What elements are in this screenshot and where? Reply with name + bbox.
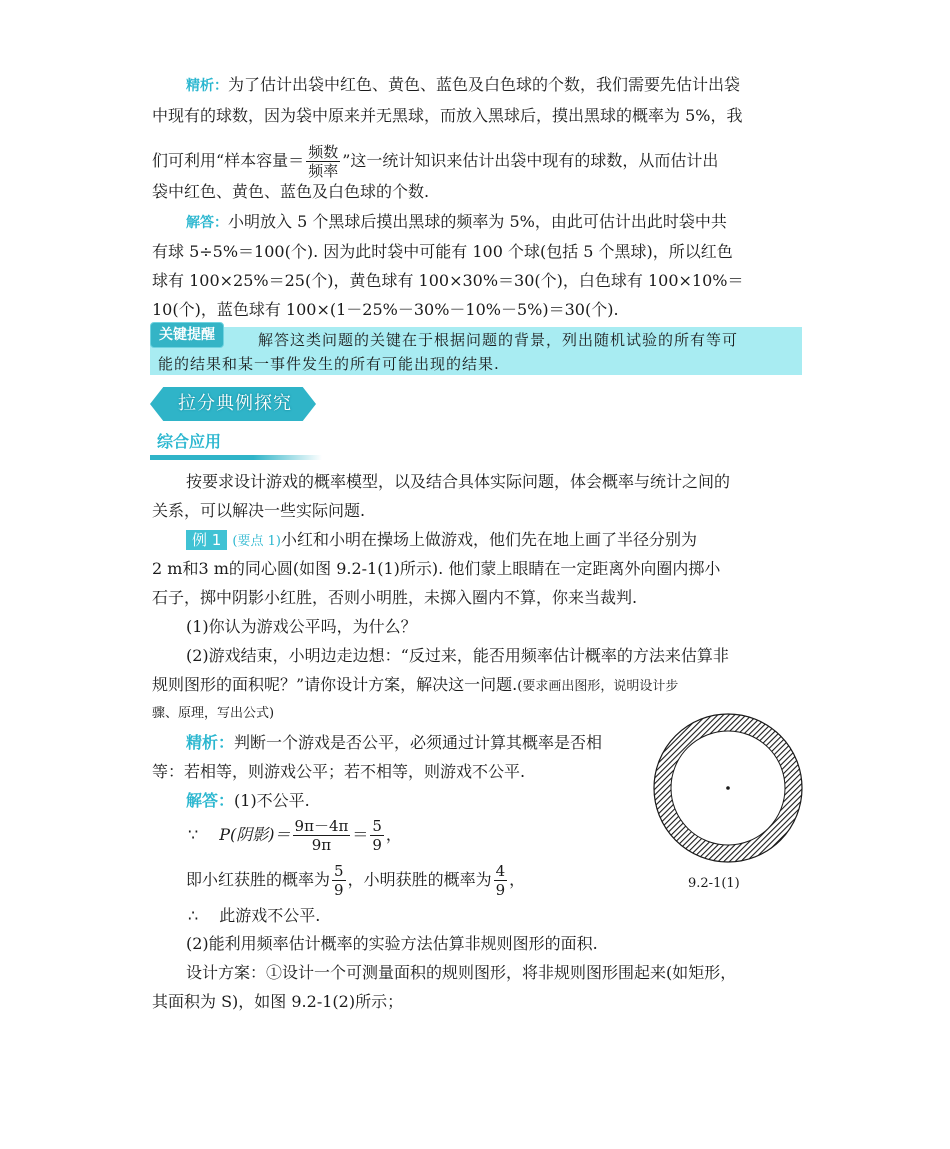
- answer-paragraph-1-line-4: 10(个)，蓝色球有 100×(1－25%－30%－10%－5%)＝30(个).: [152, 300, 619, 319]
- text: ，: [509, 870, 526, 889]
- fraction: [293, 817, 351, 854]
- winning-probabilities: [186, 858, 525, 902]
- fraction: [370, 817, 384, 854]
- text: 规则图形的面积呢？”请你设计方案，解决这一问题.: [152, 675, 518, 694]
- conclusion-line: [188, 904, 320, 928]
- answer-label: 解答：: [186, 791, 235, 810]
- text: 判断一个游戏是否公平，必须通过计算其概率是否相: [234, 733, 603, 752]
- key-reminder-line-1: 解答这类问题的关键在于根据问题的背景，列出随机试验的所有等可: [258, 331, 739, 349]
- question-2-line-1: (2)游戏结束，小明边走边想：“反过来，能否用频率估计概率的方法来估算非: [186, 646, 729, 665]
- fraction-numerator: 5: [372, 817, 382, 835]
- section-banner-title: 拉分典例探究: [178, 393, 292, 414]
- concentric-circles-figure: [652, 712, 804, 864]
- analysis-label: 精析：: [186, 78, 228, 94]
- sample-size-fraction: [306, 143, 340, 180]
- example-line-1: [186, 528, 697, 552]
- answer-paragraph-1-line-2: 有球 5÷5%＝100(个). 因为此时袋中可能有 100 个球(包括 5 个黑球)，所以红色: [152, 242, 733, 261]
- text: 即小红获胜的概率为: [186, 870, 331, 889]
- text: 们可利用“样本容量＝: [152, 151, 305, 170]
- answer-paragraph-1-line-3: 球有 100×25%＝25(个)，黄色球有 100×30%＝30(个)，白色球有 100×10%＝: [152, 271, 744, 290]
- example-key-point: (要点 1): [232, 534, 281, 549]
- text: 为了估计出袋中红色、黄色、蓝色及白色球的个数，我们需要先估计出袋: [228, 75, 741, 94]
- fraction-numerator: 4: [495, 862, 506, 880]
- fraction-denominator: 9: [334, 881, 344, 899]
- text: 小红和小明在操场上做游戏，他们先在地上画了半径分别为: [280, 530, 697, 549]
- figure-caption: 9.2-1(1): [688, 876, 740, 891]
- fraction-numerator: 频数: [308, 143, 339, 161]
- key-reminder-line-2: 能的结果和某一事件发生的所有可能出现的结果.: [158, 355, 500, 373]
- example-tag: 例 1: [186, 530, 227, 550]
- answer-2-line-1: [186, 789, 310, 813]
- intro-line-1: 按要求设计游戏的概率模型，以及结合具体实际问题，体会概率与统计之间的: [186, 472, 731, 491]
- example-line-2: 2 m和3 m的同心圆(如图 9.2-1(1)所示). 他们蒙上眼睛在一定距离外向圈内掷小: [152, 559, 721, 578]
- key-reminder-tag: 关键提醒: [150, 322, 224, 348]
- fraction-denominator: 9: [372, 836, 382, 854]
- question-1: (1)你认为游戏公平吗，为什么？: [186, 617, 417, 636]
- text: ”这一统计知识来估计出袋中现有的球数，从而估计出: [342, 151, 719, 170]
- analysis-2-line-2: 等：若相等，则游戏公平；若不相等，则游戏不公平.: [152, 762, 526, 781]
- analysis-paragraph-1-line-3: [152, 141, 718, 181]
- fraction-denominator: 9π: [311, 836, 332, 854]
- probability-formula: [188, 813, 402, 857]
- fraction-denominator: 9: [495, 881, 506, 899]
- analysis-2-line-1: [186, 731, 602, 755]
- therefore-symbol: ∴: [188, 906, 199, 925]
- example-line-3: 石子，掷中阴影小红胜，否则小明胜，未掷入圈内不算，你来当裁判.: [152, 588, 638, 607]
- analysis-paragraph-1-line-1: [186, 73, 740, 97]
- text: 小明放入 5 个黑球后摸出黑球的频率为 5%，由此可估计出此时袋中共: [228, 212, 727, 231]
- subheading-underline: [150, 455, 322, 460]
- fraction-denominator: 频率: [308, 162, 339, 180]
- analysis-label: 精析：: [186, 733, 235, 752]
- fraction-numerator: 9π－4π: [294, 817, 349, 835]
- text: ，: [385, 825, 402, 844]
- text: 此游戏不公平.: [219, 906, 321, 925]
- question-2-line-2: [152, 673, 678, 697]
- intro-line-2: 关系，可以解决一些实际问题.: [152, 501, 366, 520]
- design-plan-line-1: 设计方案：①设计一个可测量面积的规则图形，将非规则图形围起来(如矩形，: [186, 963, 737, 982]
- because-symbol: ∵: [188, 825, 199, 844]
- center-point: [726, 786, 730, 790]
- analysis-paragraph-1-line-2: 中现有的球数，因为袋中原来并无黑球，而放入黑球后，摸出黑球的概率为 5%，我: [152, 106, 743, 125]
- answer-part-2: (2)能利用频率估计概率的实验方法估算非规则图形的面积.: [186, 934, 598, 953]
- fraction-numerator: 5: [334, 862, 344, 880]
- text: (要求画出图形，说明设计步: [517, 679, 679, 694]
- text: ，小明获胜的概率为: [347, 870, 492, 889]
- fraction: [332, 862, 346, 899]
- fraction: [494, 862, 508, 899]
- text: (1)不公平.: [234, 791, 310, 810]
- text: P(阴影)＝: [219, 825, 291, 844]
- question-2-line-3: 骤、原理，写出公式): [152, 706, 275, 721]
- analysis-paragraph-1-line-4: 袋中红色、黄色、蓝色及白色球的个数.: [152, 182, 430, 201]
- section-subheading: 综合应用: [157, 432, 222, 451]
- text: ＝: [352, 825, 369, 844]
- answer-label: 解答：: [186, 215, 228, 231]
- design-plan-line-2: 其面积为 S)，如图 9.2-1(2)所示；: [152, 992, 404, 1011]
- answer-paragraph-1-line-1: [186, 210, 727, 234]
